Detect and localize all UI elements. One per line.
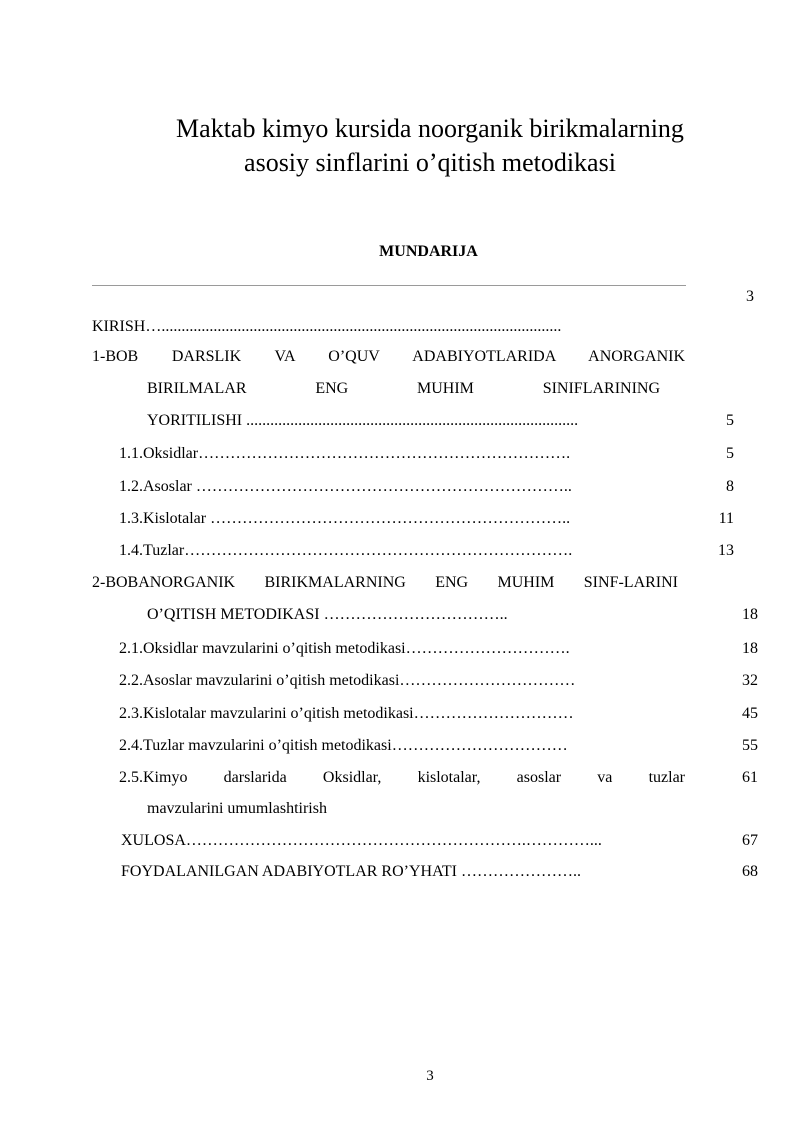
toc-section-2-2-page: 32: [742, 672, 758, 689]
toc-section-1-4-page: 13: [718, 542, 734, 559]
toc-section-2-4-page: 55: [742, 737, 758, 754]
toc-section-2-3-page: 45: [742, 705, 758, 722]
toc-section-1-4: 1.4.Tuzlar……………………………………………………………….: [119, 542, 573, 559]
title-line-2: asosiy sinflarini o’qitish metodikasi: [244, 148, 616, 177]
title-line-1: Maktab kimyo kursida noorganik birikmalarning: [176, 114, 684, 143]
document-title: [130, 112, 730, 180]
toc-kirish-page: 3: [746, 288, 754, 305]
toc-chapter-2-line-2: O’QITISH METODIKASI ……………………………..: [147, 606, 508, 623]
toc-section-2-4: 2.4.Tuzlar mavzularini o’qitish metodikasi……………………………: [119, 737, 568, 754]
toc-section-2-1: 2.1.Oksidlar mavzularini o’qitish metodikasi………………………….: [119, 640, 570, 657]
toc-chapter-2-line-1: 2-BOBANORGANIK BIRIKMALARNING ENG MUHIM SINF-LARINI: [92, 574, 678, 591]
toc-section-2-5-line-2: mavzularini umumlashtirish: [147, 800, 327, 817]
toc-section-1-1-page: 5: [726, 445, 734, 462]
toc-foydalanilgan-adabiyotlar: FOYDALANILGAN ADABIYOTLAR RO’YHATI …………………..: [121, 863, 581, 880]
toc-section-2-5-line-1: 2.5.Kimyo darslarida Oksidlar, kislotalar, asoslar va tuzlar: [119, 769, 685, 786]
toc-chapter-2-page: 18: [742, 606, 758, 623]
toc-chapter-1-line-3: YORITILISHI ...................................................................................: [147, 412, 579, 429]
toc-section-1-2-page: 8: [726, 478, 734, 495]
toc-section-1-2: 1.2.Asoslar ……………………………………………………………..: [119, 478, 572, 495]
toc-chapter-1-line-1: 1-BOB DARSLIK VA O’QUV ADABIYOTLARIDA ANORGANIK: [92, 348, 686, 365]
toc-section-1-3-page: 11: [718, 510, 734, 527]
toc-section-1-1: 1.1.Oksidlar…………………………………………………………….: [119, 445, 571, 462]
toc-section-2-2: 2.2.Asoslar mavzularini o’qitish metodikasi……………………………: [119, 672, 576, 689]
toc-chapter-1-page: 5: [726, 412, 734, 429]
toc-chapter-1-line-2: BIRILMALAR ENG MUHIM SINIFLARINING: [147, 380, 661, 397]
page-number: 3: [426, 1068, 434, 1084]
divider: [92, 285, 686, 286]
toc-xulosa: XULOSA……………………………………………………….…………...: [121, 832, 602, 849]
toc-xulosa-page: 67: [742, 832, 758, 849]
toc-kirish: KIRISH…....................................................................................................: [92, 318, 562, 335]
toc-section-2-5-page: 61: [742, 769, 758, 786]
toc-heading: MUNDARIJA: [379, 243, 478, 260]
toc-section-2-3: 2.3.Kislotalar mavzularini o’qitish metodikasi…………………………: [119, 705, 574, 722]
toc-section-1-3: 1.3.Kislotalar …………………………………………………………..: [119, 510, 571, 527]
toc-foydalanilgan-page: 68: [742, 863, 758, 880]
toc-section-2-1-page: 18: [742, 640, 758, 657]
